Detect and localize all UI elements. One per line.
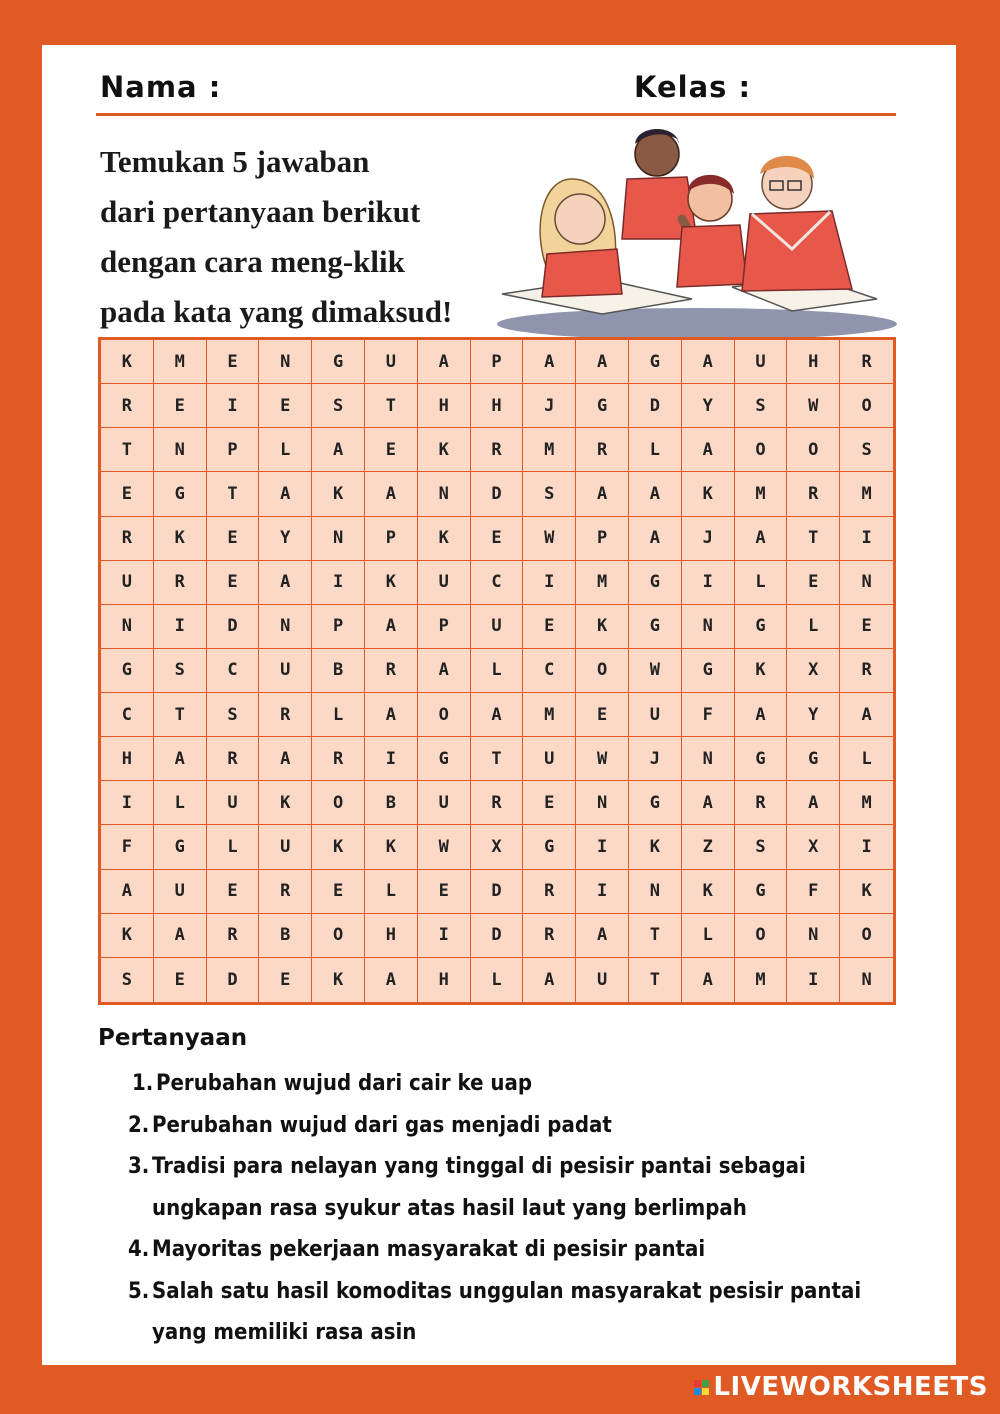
grid-cell[interactable]: L	[471, 958, 524, 1002]
grid-cell[interactable]: K	[154, 517, 207, 561]
grid-cell[interactable]: U	[207, 781, 260, 825]
grid-cell[interactable]: K	[101, 914, 154, 958]
instruction-line: dari pertanyaan berikut	[100, 194, 421, 229]
grid-cell[interactable]: A	[365, 693, 418, 737]
question-text: Salah satu hasil komoditas unggulan masyarakat pesisir pantai yang memiliki rasa asin	[152, 1278, 862, 1345]
grid-cell[interactable]: I	[523, 561, 576, 605]
grid-cell[interactable]: R	[840, 649, 893, 693]
grid-cell[interactable]: N	[629, 870, 682, 914]
grid-cell[interactable]: E	[471, 517, 524, 561]
instruction-text	[100, 137, 500, 337]
grid-cell[interactable]: T	[629, 914, 682, 958]
questions-title: Pertanyaan	[98, 1025, 248, 1051]
grid-cell[interactable]: N	[861, 969, 872, 990]
liveworksheets-logo-icon	[694, 1380, 709, 1395]
grid-cell[interactable]: E	[365, 428, 418, 472]
grid-cell[interactable]: O	[840, 384, 893, 428]
grid-cell[interactable]: T	[154, 693, 207, 737]
grid-cell[interactable]: H	[471, 384, 524, 428]
grid-cell[interactable]: G	[629, 340, 682, 384]
grid-cell[interactable]: A	[840, 693, 893, 737]
grid-cell[interactable]: K	[312, 472, 365, 516]
grid-cell[interactable]: G	[629, 781, 682, 825]
grid-cell[interactable]: H	[365, 914, 418, 958]
grid-cell[interactable]: T	[471, 737, 524, 781]
grid-cell[interactable]: A	[735, 517, 788, 561]
grid-cell[interactable]: R	[154, 561, 207, 605]
grid-cell[interactable]: L	[154, 781, 207, 825]
grid-cell[interactable]: L	[207, 825, 260, 869]
grid-cell[interactable]: P	[312, 605, 365, 649]
grid-cell[interactable]: T	[629, 958, 682, 1002]
grid-cell[interactable]: G	[418, 737, 471, 781]
header-divider	[96, 113, 896, 116]
grid-cell[interactable]: N	[682, 605, 735, 649]
grid-cell[interactable]: U	[418, 781, 471, 825]
grid-cell[interactable]: B	[312, 649, 365, 693]
grid-cell[interactable]: R	[471, 781, 524, 825]
grid-cell[interactable]: C	[523, 649, 576, 693]
grid-cell[interactable]: O	[312, 781, 365, 825]
question-item	[126, 1105, 906, 1147]
grid-cell[interactable]: K	[576, 605, 629, 649]
grid-cell[interactable]: U	[418, 561, 471, 605]
grid-cell[interactable]: A	[682, 958, 735, 1002]
question-number: 2.	[128, 1112, 150, 1138]
grid-cell[interactable]: W	[418, 825, 471, 869]
grid-cell[interactable]: E	[154, 958, 207, 1002]
grid-cell[interactable]: T	[365, 384, 418, 428]
grid-cell[interactable]: B	[259, 914, 312, 958]
grid-cell[interactable]: K	[365, 825, 418, 869]
grid-cell[interactable]: B	[365, 781, 418, 825]
grid-cell[interactable]: O	[735, 914, 788, 958]
grid-cell[interactable]: A	[259, 472, 312, 516]
grid-cell[interactable]: R	[101, 384, 154, 428]
grid-cell[interactable]: N	[787, 914, 840, 958]
question-item	[126, 1271, 906, 1354]
grid-cell[interactable]: Z	[682, 825, 735, 869]
grid-cell[interactable]: I	[840, 825, 893, 869]
grid-cell[interactable]: A	[682, 428, 735, 472]
grid-cell[interactable]: J	[629, 737, 682, 781]
question-item	[126, 1063, 906, 1105]
grid-cell[interactable]: U	[154, 870, 207, 914]
grid-cell[interactable]: R	[259, 693, 312, 737]
grid-cell[interactable]: G	[154, 472, 207, 516]
grid-cell[interactable]: P	[207, 428, 260, 472]
grid-cell[interactable]: U	[735, 340, 788, 384]
grid-cell[interactable]: R	[312, 737, 365, 781]
grid-cell[interactable]: A	[259, 561, 312, 605]
grid-cell[interactable]: G	[312, 340, 365, 384]
grid-cell[interactable]: S	[207, 693, 260, 737]
grid-cell[interactable]: K	[259, 781, 312, 825]
grid-cell[interactable]: D	[471, 870, 524, 914]
grid-cell[interactable]: U	[259, 825, 312, 869]
grid-cell[interactable]: E	[523, 781, 576, 825]
grid-cell[interactable]: A	[154, 737, 207, 781]
grid-cell[interactable]: E	[207, 561, 260, 605]
grid-cell[interactable]: S	[154, 649, 207, 693]
grid-cell[interactable]: E	[154, 384, 207, 428]
grid-cell[interactable]: R	[207, 737, 260, 781]
grid-cell[interactable]: W	[576, 737, 629, 781]
grid-cell[interactable]: X	[471, 825, 524, 869]
grid-cell[interactable]: M	[576, 561, 629, 605]
grid-cell[interactable]: N	[259, 605, 312, 649]
grid-cell[interactable]: O	[735, 428, 788, 472]
grid-cell[interactable]: I	[101, 781, 154, 825]
grid-cell[interactable]: I	[682, 561, 735, 605]
grid-cell[interactable]: A	[523, 340, 576, 384]
grid-cell[interactable]: H	[418, 384, 471, 428]
question-text: Perubahan wujud dari cair ke uap	[156, 1071, 532, 1096]
grid-cell[interactable]: S	[735, 825, 788, 869]
grid-cell[interactable]: W	[523, 517, 576, 561]
grid-cell[interactable]: D	[629, 384, 682, 428]
worksheet	[42, 45, 956, 1365]
grid-cell[interactable]: I	[312, 561, 365, 605]
grid-cell[interactable]: N	[418, 472, 471, 516]
question-list	[126, 1063, 906, 1354]
grid-cell[interactable]: P	[418, 605, 471, 649]
grid-cell[interactable]: A	[576, 914, 629, 958]
grid-cell[interactable]: A	[418, 649, 471, 693]
grid-cell[interactable]: U	[471, 605, 524, 649]
grid-cell[interactable]: M	[735, 958, 788, 1002]
liveworksheets-brand[interactable]	[694, 1372, 988, 1402]
question-number: 5.	[128, 1278, 150, 1304]
grid-cell[interactable]: T	[207, 472, 260, 516]
grid-cell[interactable]: A	[576, 472, 629, 516]
grid-cell[interactable]: A	[471, 693, 524, 737]
grid-cell[interactable]: A	[787, 781, 840, 825]
grid-cell[interactable]: K	[840, 870, 893, 914]
word-search-grid	[98, 337, 896, 1005]
grid-cell[interactable]: U	[523, 737, 576, 781]
grid-cell[interactable]: G	[735, 870, 788, 914]
grid-cell[interactable]: H	[787, 340, 840, 384]
grid-cell[interactable]: S	[101, 958, 154, 1002]
grid-cell[interactable]: S	[312, 384, 365, 428]
grid-cell[interactable]: U	[101, 561, 154, 605]
logo-square	[694, 1380, 701, 1387]
grid-cell[interactable]: G	[787, 737, 840, 781]
grid-cell[interactable]: K	[365, 561, 418, 605]
logo-square	[702, 1388, 709, 1395]
grid-cell[interactable]: K	[418, 517, 471, 561]
grid-cell[interactable]: G	[154, 825, 207, 869]
grid-cell[interactable]: L	[629, 428, 682, 472]
instruction-line: pada kata yang dimaksud!	[100, 294, 453, 329]
grid-cell[interactable]: W	[629, 649, 682, 693]
grid-cell[interactable]: T	[101, 428, 154, 472]
brand-name: LIVEWORKSHEETS	[713, 1372, 988, 1402]
grid-cell[interactable]: A	[418, 340, 471, 384]
grid-cell[interactable]: T	[787, 517, 840, 561]
grid-cell[interactable]: O	[787, 428, 840, 472]
grid-cell[interactable]: R	[576, 428, 629, 472]
grid-cell[interactable]: G	[629, 561, 682, 605]
grid-cell[interactable]: A	[259, 737, 312, 781]
grid-cell[interactable]: K	[101, 340, 154, 384]
grid-cell[interactable]: K	[312, 958, 365, 1002]
grid-cell[interactable]: O	[312, 914, 365, 958]
grid-cell[interactable]: R	[207, 914, 260, 958]
grid-cell[interactable]: A	[576, 340, 629, 384]
grid-cell[interactable]: D	[471, 472, 524, 516]
grid-cell[interactable]: I	[207, 384, 260, 428]
logo-square	[702, 1380, 709, 1387]
grid-cell[interactable]: L	[787, 605, 840, 649]
grid-cell[interactable]: M	[840, 781, 893, 825]
question-number: 3.	[128, 1154, 150, 1179]
grid-cell[interactable]: N	[259, 340, 312, 384]
grid-cell[interactable]: R	[787, 472, 840, 516]
grid-cell[interactable]: W	[787, 384, 840, 428]
question-number: 1.	[132, 1071, 154, 1096]
grid-cell[interactable]: E	[840, 605, 893, 649]
class-label: Kelas :	[634, 70, 752, 104]
grid-cell[interactable]: U	[259, 649, 312, 693]
question-item	[126, 1146, 906, 1229]
grid-cell[interactable]: O	[576, 649, 629, 693]
grid-cell[interactable]: A	[365, 958, 418, 1002]
grid-cell[interactable]: G	[523, 825, 576, 869]
grid-cell[interactable]: O	[840, 914, 893, 958]
grid-cell[interactable]: A	[629, 517, 682, 561]
grid-cell[interactable]: I	[576, 825, 629, 869]
grid-cell[interactable]: R	[523, 914, 576, 958]
grid-cell[interactable]: O	[418, 693, 471, 737]
grid-cell[interactable]: E	[787, 561, 840, 605]
grid-cell[interactable]: I	[787, 958, 840, 1002]
question-text: Perubahan wujud dari gas menjadi padat	[152, 1112, 612, 1138]
grid-cell[interactable]: F	[682, 693, 735, 737]
grid-cell[interactable]: U	[365, 340, 418, 384]
instruction-line: Temukan 5 jawaban	[100, 144, 370, 179]
grid-cell[interactable]: H	[101, 737, 154, 781]
grid-cell[interactable]: A	[523, 958, 576, 1002]
grid-cell[interactable]: P	[471, 340, 524, 384]
logo-square	[694, 1388, 701, 1395]
grid-cell[interactable]: G	[682, 649, 735, 693]
grid-cell[interactable]: D	[207, 958, 260, 1002]
grid-cell[interactable]: L	[682, 914, 735, 958]
grid-cell[interactable]: G	[101, 649, 154, 693]
grid-cell[interactable]: N	[312, 517, 365, 561]
grid-cell[interactable]: A	[735, 693, 788, 737]
grid-cell[interactable]: U	[576, 958, 629, 1002]
grid-cell[interactable]: S	[840, 428, 893, 472]
grid-cell[interactable]: A	[682, 781, 735, 825]
grid-cell[interactable]: A	[682, 340, 735, 384]
grid-cell[interactable]: K	[312, 825, 365, 869]
grid-cell[interactable]: L	[840, 737, 893, 781]
grid-cell[interactable]: N	[154, 428, 207, 472]
question-text: Tradisi para nelayan yang tinggal di pesisir pantai sebagai ungkapan rasa syukur atas hasil laut yang berlimpah	[152, 1154, 806, 1221]
grid-cell[interactable]: G	[629, 605, 682, 649]
grid-cell[interactable]: I	[840, 517, 893, 561]
grid-cell[interactable]: L	[259, 428, 312, 472]
question-text: Mayoritas pekerjaan masyarakat di pesisir pantai	[152, 1237, 706, 1262]
grid-cell[interactable]: E	[101, 472, 154, 516]
grid-cell[interactable]: I	[418, 914, 471, 958]
grid-cell[interactable]: A	[154, 914, 207, 958]
grid-cell[interactable]: N	[840, 561, 893, 605]
grid-cell[interactable]: H	[418, 958, 471, 1002]
grid-cell[interactable]: R	[101, 517, 154, 561]
grid-cell[interactable]: G	[576, 384, 629, 428]
grid-cell[interactable]: Y	[682, 384, 735, 428]
grid-cell[interactable]: X	[787, 825, 840, 869]
grid-cell[interactable]: M	[840, 472, 893, 516]
grid-cell[interactable]: E	[259, 958, 312, 1002]
grid-cell[interactable]: R	[523, 870, 576, 914]
grid-cell[interactable]: L	[471, 649, 524, 693]
grid-cell[interactable]: J	[523, 384, 576, 428]
grid-cell[interactable]: E	[207, 870, 260, 914]
grid-cell[interactable]: E	[418, 870, 471, 914]
grid-cell[interactable]: A	[365, 472, 418, 516]
question-item	[126, 1229, 906, 1271]
grid-cell[interactable]: K	[418, 428, 471, 472]
grid-cell[interactable]: M	[523, 428, 576, 472]
grid-cell[interactable]: N	[576, 781, 629, 825]
grid-cell[interactable]: E	[259, 384, 312, 428]
grid-cell[interactable]: E	[312, 870, 365, 914]
grid-cell[interactable]: L	[312, 693, 365, 737]
grid-cell[interactable]: C	[471, 561, 524, 605]
grid-cell[interactable]: I	[365, 737, 418, 781]
grid-cell[interactable]: E	[523, 605, 576, 649]
grid-cell[interactable]: K	[682, 472, 735, 516]
grid-cell[interactable]: P	[365, 517, 418, 561]
grid-cell[interactable]: R	[840, 340, 893, 384]
grid-cell[interactable]: M	[154, 340, 207, 384]
grid-cell[interactable]: N	[101, 605, 154, 649]
grid-cell[interactable]: D	[471, 914, 524, 958]
grid-cell[interactable]: S	[523, 472, 576, 516]
grid-cell[interactable]: A	[101, 870, 154, 914]
grid-cell[interactable]: Y	[787, 693, 840, 737]
grid-cell[interactable]: A	[629, 472, 682, 516]
grid-cell[interactable]: I	[154, 605, 207, 649]
grid-cell[interactable]: L	[735, 561, 788, 605]
grid-cell[interactable]: U	[629, 693, 682, 737]
grid-cell[interactable]: K	[682, 870, 735, 914]
grid-cell[interactable]: D	[207, 605, 260, 649]
grid-cell[interactable]: C	[207, 649, 260, 693]
grid-cell[interactable]: M	[523, 693, 576, 737]
grid-cell[interactable]: S	[735, 384, 788, 428]
grid-cell[interactable]: A	[312, 428, 365, 472]
grid-cell[interactable]: F	[787, 870, 840, 914]
grid-cell[interactable]: M	[735, 472, 788, 516]
name-label: Nama :	[100, 70, 222, 104]
grid-cell[interactable]: K	[629, 825, 682, 869]
grid-cell[interactable]: G	[735, 737, 788, 781]
grid-cell[interactable]: P	[576, 517, 629, 561]
grid-cell[interactable]: A	[365, 605, 418, 649]
grid-cell[interactable]: J	[682, 517, 735, 561]
grid-cell[interactable]: I	[576, 870, 629, 914]
grid-cell[interactable]: E	[576, 693, 629, 737]
grid-cell[interactable]: C	[101, 693, 154, 737]
grid-cell[interactable]: E	[207, 517, 260, 561]
question-number: 4.	[128, 1237, 150, 1262]
students-reading-icon	[492, 119, 897, 341]
grid-cell[interactable]: N	[682, 737, 735, 781]
grid-cell[interactable]: G	[735, 605, 788, 649]
grid-cell[interactable]: R	[471, 428, 524, 472]
grid-cell[interactable]: R	[735, 781, 788, 825]
grid-cell[interactable]: L	[365, 870, 418, 914]
grid-cell[interactable]: E	[207, 340, 260, 384]
grid-cell[interactable]: R	[365, 649, 418, 693]
grid-cell[interactable]: Y	[259, 517, 312, 561]
grid-cell[interactable]: R	[259, 870, 312, 914]
grid-cell[interactable]: X	[787, 649, 840, 693]
grid-cell[interactable]: F	[101, 825, 154, 869]
instruction-line: dengan cara meng-klik	[100, 244, 405, 279]
grid-cell[interactable]: K	[735, 649, 788, 693]
